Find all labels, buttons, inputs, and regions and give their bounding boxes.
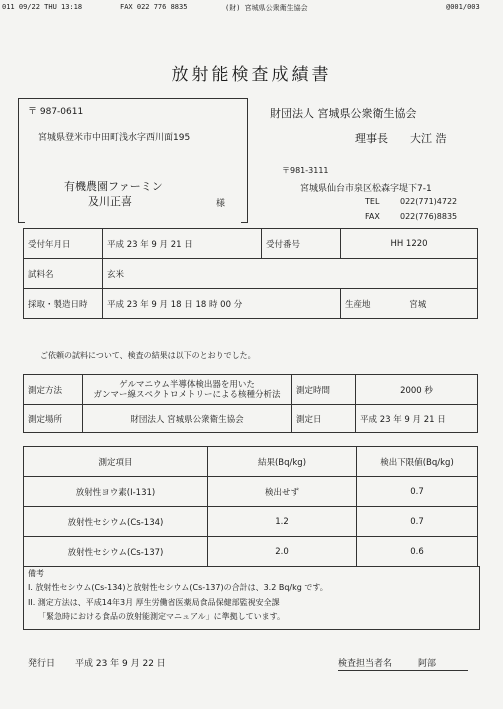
- results-header-row: [24, 447, 478, 477]
- fax-sender: (財) 宮城県公衆衛生協会: [225, 4, 308, 12]
- table-row: [24, 375, 478, 405]
- recipient-name: 及川正喜: [88, 195, 132, 208]
- method-value: [83, 375, 292, 405]
- place-label: 測定場所: [24, 405, 83, 433]
- origin-value: 宮城: [409, 299, 427, 310]
- recipient-honorific: 様: [216, 199, 226, 209]
- collected-value: 平成 23 年 9 月 18 日 18 時 00 分: [103, 289, 341, 319]
- table-row: [24, 405, 478, 433]
- header-item: 測定項目: [24, 447, 208, 477]
- issuer-tel: 022(771)4722: [400, 197, 458, 206]
- fax-number: FAX 022 776 8835: [120, 3, 188, 11]
- time-label: 測定時間: [292, 375, 356, 405]
- number-value: HH 1220: [341, 229, 478, 259]
- recipient-postal: 〒 987-0611: [28, 107, 84, 117]
- result-value: 1.2: [208, 507, 357, 537]
- results-table: [23, 446, 478, 567]
- place-value: 財団法人 宮城県公衆衛生協会: [83, 405, 292, 433]
- notes-heading: 備考: [28, 569, 44, 578]
- result-limit: 0.6: [357, 537, 478, 567]
- result-limit: 0.7: [357, 477, 478, 507]
- notes-line-2: II. 測定方法は、平成14年3月 厚生労働省医薬局食品保健部監視安全課: [28, 598, 280, 607]
- recipient-org: 有機農園ファーミン: [64, 180, 163, 193]
- result-item: 放射性ヨウ素(I-131): [24, 477, 208, 507]
- origin-label: 生産地: [345, 299, 371, 310]
- table-row: [24, 229, 478, 259]
- method-label: 測定方法: [24, 375, 83, 405]
- table-row: [24, 289, 478, 319]
- notes-line-1: I. 放射性セシウム(Cs-134)と放射性セシウム(Cs-137)の合計は、3.2 Bq/kg です。: [28, 583, 328, 592]
- fax-datetime: 011 09/22 THU 13:18: [2, 3, 83, 11]
- inspector-label: 検査担当者名: [338, 659, 393, 669]
- issuer-address: 宮城県仙台市泉区松森字堤下7-1: [300, 184, 432, 194]
- issuer-fax-label: FAX: [365, 212, 380, 221]
- result-limit: 0.7: [357, 507, 478, 537]
- time-value: 2000 秒: [356, 375, 478, 405]
- issuer-org: 財団法人 宮城県公衆衛生協会: [270, 107, 417, 120]
- sample-value: 玄米: [103, 259, 478, 289]
- box-corner-left: [18, 216, 25, 223]
- issuer-fax: 022(776)8835: [400, 212, 458, 221]
- table-row: [24, 507, 478, 537]
- inspector-name: 阿部: [418, 659, 437, 669]
- result-value: 2.0: [208, 537, 357, 567]
- notes-line-3: 「緊急時における食品の放射能測定マニュアル」に準拠しています。: [38, 612, 286, 621]
- collected-label: 採取・製造日時: [24, 289, 103, 319]
- number-label: 受付番号: [262, 229, 341, 259]
- sample-label: 試料名: [24, 259, 103, 289]
- result-value: 検出せず: [208, 477, 357, 507]
- result-item: 放射性セシウム(Cs-134): [24, 507, 208, 537]
- header-limit: 検出下限値(Bq/kg): [357, 447, 478, 477]
- issue-date: 平成 23 年 9 月 22 日: [75, 659, 166, 669]
- table-row: [24, 477, 478, 507]
- result-item: 放射性セシウム(Cs-137): [24, 537, 208, 567]
- table-row: [24, 537, 478, 567]
- issuer-name: 大江 浩: [410, 132, 447, 145]
- intro-text: ご依頼の試料について、検査の結果は以下のとおりでした。: [40, 351, 256, 360]
- document-title: 放射能検査成績書: [171, 65, 332, 85]
- issuer-title: 理事長: [355, 132, 388, 145]
- issuer-postal: 〒981-3111: [282, 166, 329, 175]
- header-result: 結果(Bq/kg): [208, 447, 357, 477]
- received-value: 平成 23 年 9 月 21 日: [103, 229, 262, 259]
- table-row: [24, 259, 478, 289]
- recipient-address: 宮城県登米市中田町浅水字西川面195: [38, 133, 191, 143]
- received-label: 受付年月日: [24, 229, 103, 259]
- origin-cell: [341, 289, 478, 319]
- issuer-tel-label: TEL: [365, 197, 380, 206]
- signature-line: [338, 670, 468, 671]
- method-value-line-2: ガンマー線スペクトロメトリーによる核種分析法: [93, 389, 281, 400]
- info-table: [23, 228, 478, 319]
- method-table: [23, 374, 478, 433]
- box-corner-right: [241, 216, 248, 223]
- fax-page: @001/003: [446, 3, 480, 11]
- date-value: 平成 23 年 9 月 21 日: [356, 405, 478, 433]
- issue-date-label: 発行日: [28, 659, 56, 669]
- date-label: 測定日: [292, 405, 356, 433]
- method-value-line-1: ゲルマニウム半導体検出器を用いた: [119, 379, 255, 390]
